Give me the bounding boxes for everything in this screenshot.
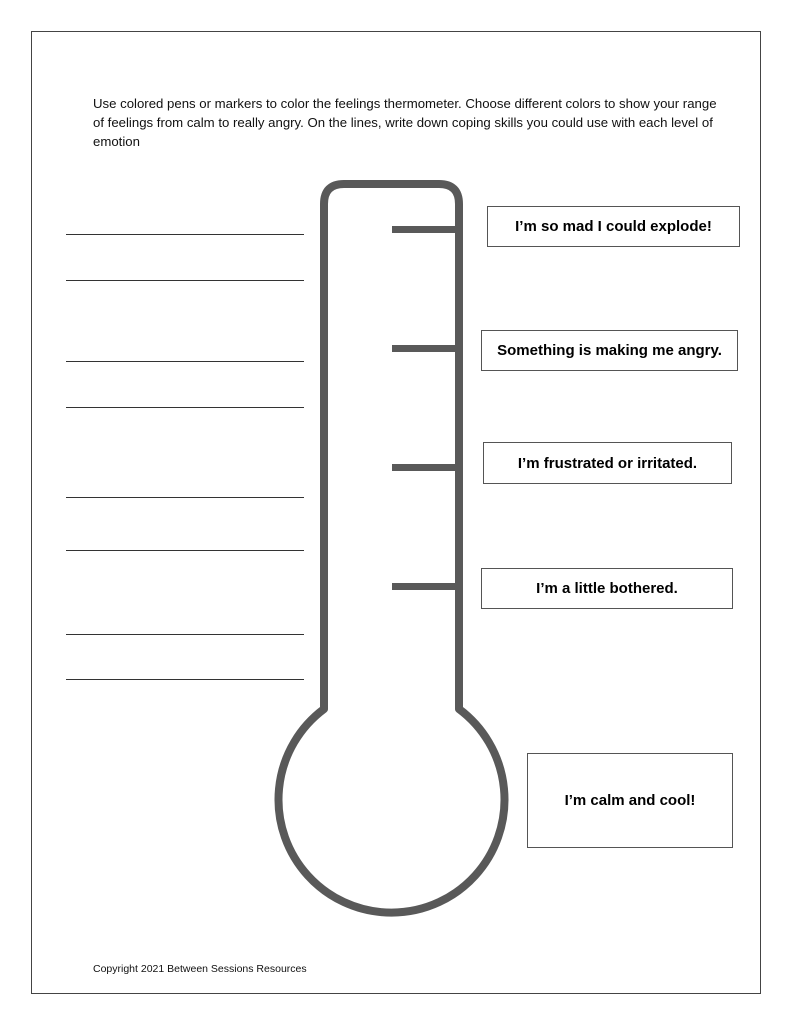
copyright-text: Copyright 2021 Between Sessions Resources xyxy=(93,963,307,975)
level-label-4: Something is making me angry. xyxy=(481,330,738,371)
thermometer-tick xyxy=(392,345,458,352)
level-label-5: I’m so mad I could explode! xyxy=(487,206,740,247)
level-label-2: I’m a little bothered. xyxy=(481,568,733,609)
thermometer-tick xyxy=(392,226,458,233)
thermometer-tick xyxy=(392,583,458,590)
level-label-1: I’m calm and cool! xyxy=(527,753,733,848)
thermometer-tick xyxy=(392,464,458,471)
level-label-3: I’m frustrated or irritated. xyxy=(483,442,732,484)
instructions-text: Use colored pens or markers to color the feelings thermometer. Choose different colors to show your range of feelings from calm to really angry. On the lines, write down coping skills you could use with each level of emotion xyxy=(93,96,717,149)
thermometer-outline xyxy=(279,184,505,913)
